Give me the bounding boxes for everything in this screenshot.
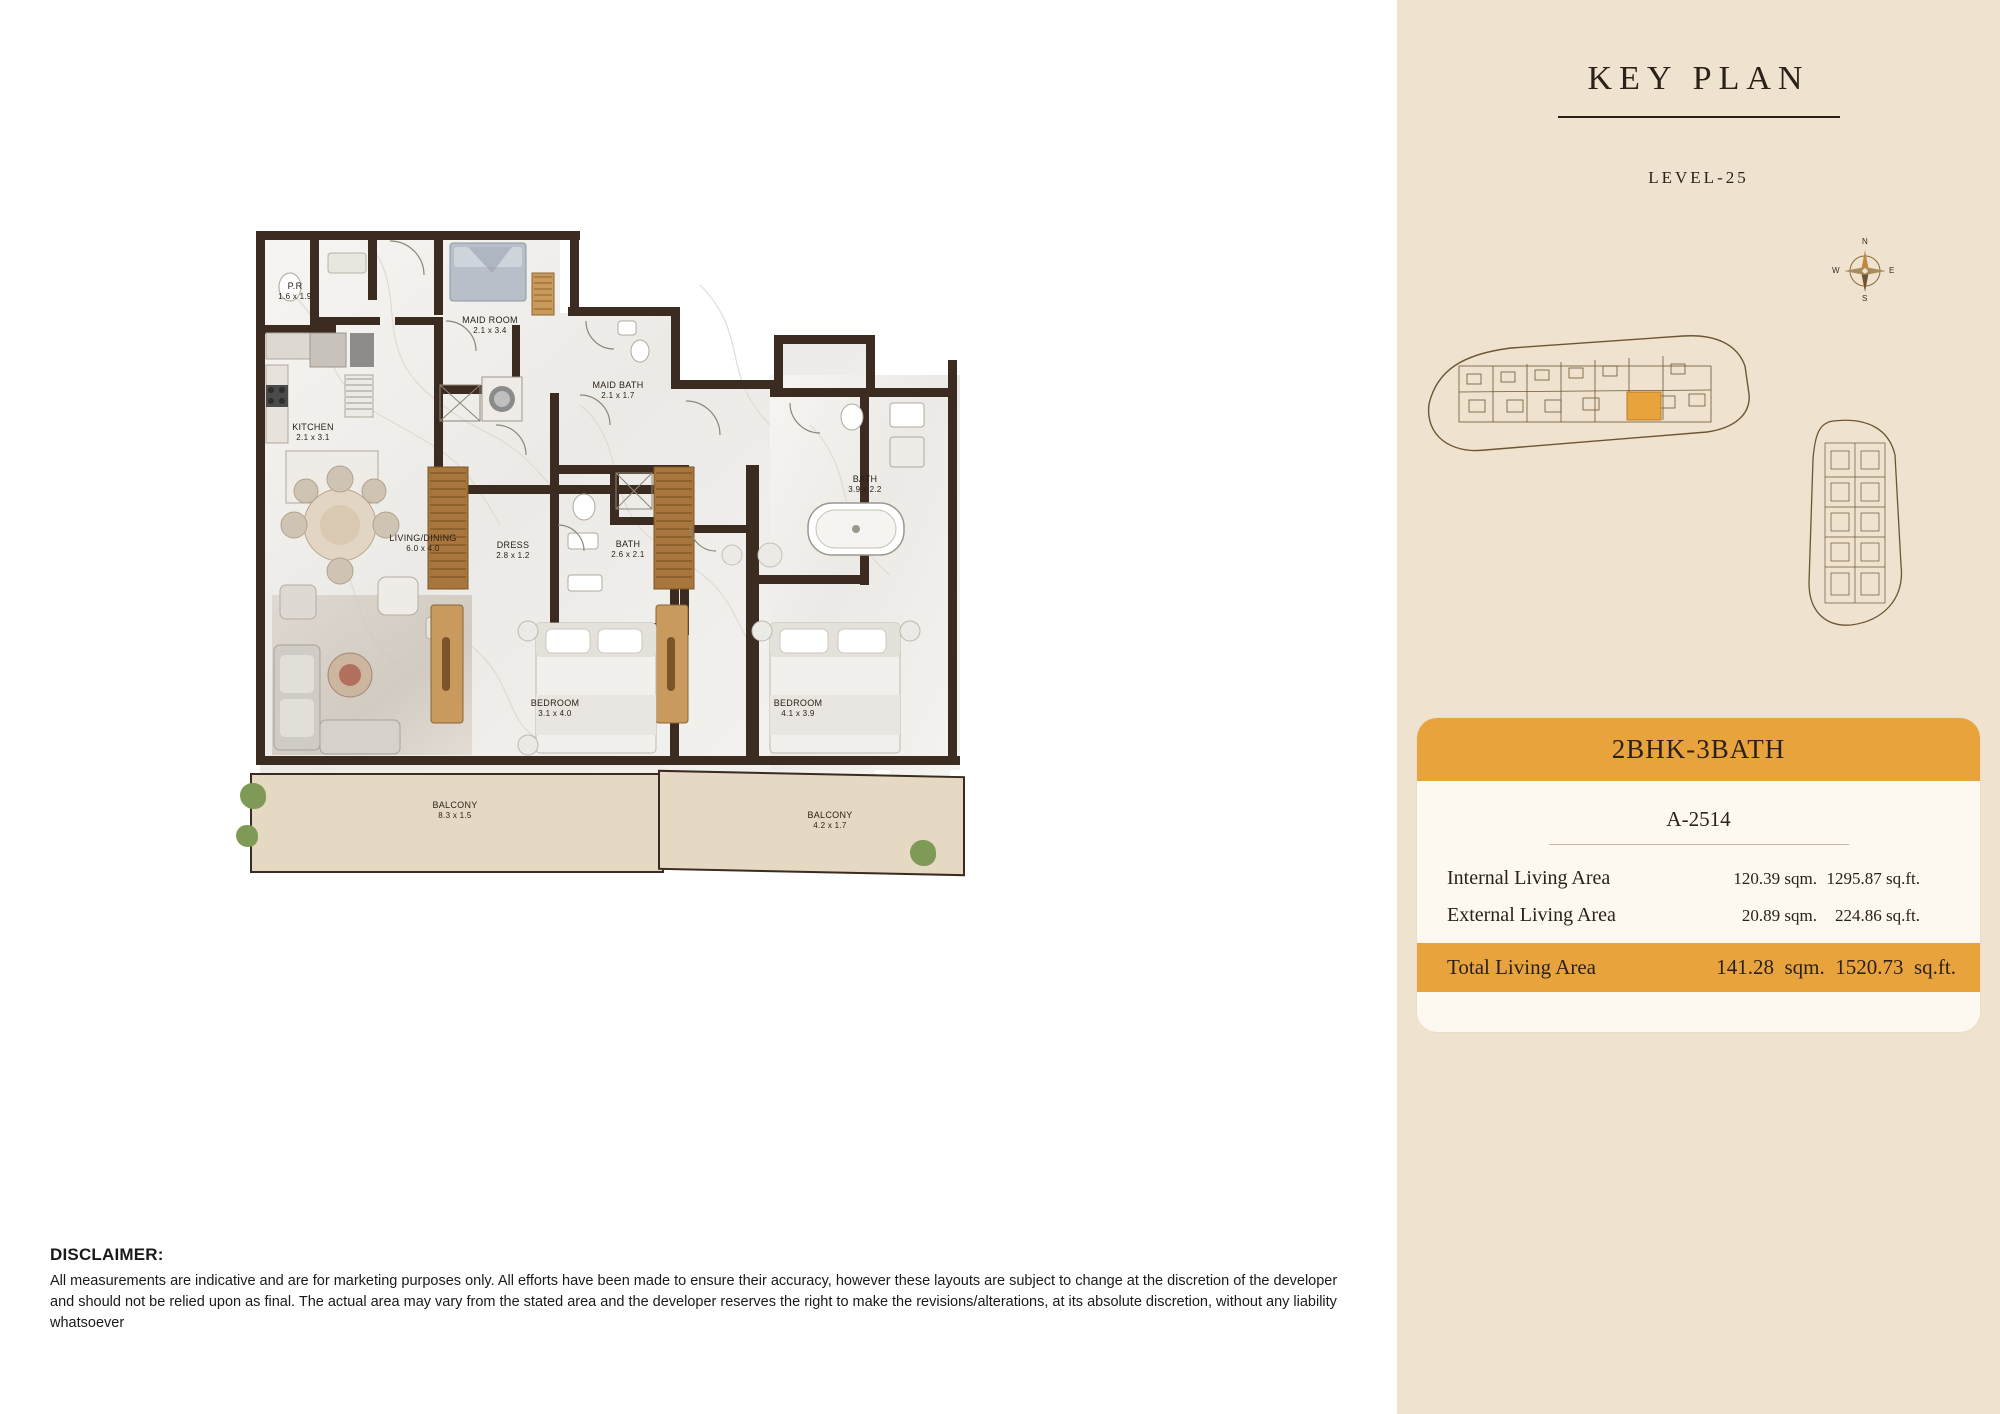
tree-icon — [236, 825, 258, 847]
room-label-bath-1: BATH 3.9 x 2.2 — [848, 474, 882, 495]
room-label-maid-room: MAID ROOM 2.1 x 3.4 — [462, 315, 518, 336]
compass-icon — [1832, 237, 1896, 303]
floor-plan-drawing — [250, 225, 1090, 1055]
room-label-maid-bath: MAID BATH 2.1 x 1.7 — [592, 380, 644, 401]
tree-icon — [240, 783, 266, 809]
internal-area-label: Internal Living Area — [1447, 867, 1611, 889]
room-label-balcony-2: BALCONY 4.2 x 1.7 — [807, 810, 853, 831]
room-label-bedroom-2: BEDROOM 4.1 x 3.9 — [773, 698, 823, 719]
external-area-sqft: 224.86 sq.ft. — [1835, 906, 1920, 925]
compass-east-label: E — [1889, 266, 1895, 275]
card-footer-spacer — [1417, 992, 1980, 1032]
unit-code: A-2514 — [1666, 807, 1731, 831]
disclaimer-title: DISCLAIMER: — [50, 1245, 164, 1264]
right-panel — [1397, 0, 2000, 1414]
compass-north-label: N — [1862, 237, 1868, 246]
room-label-kitchen: KITCHEN 2.1 x 3.1 — [292, 422, 334, 443]
title-underline — [1558, 116, 1840, 118]
room-label-balcony-1: BALCONY 8.3 x 1.5 — [432, 800, 478, 821]
room-label-bath-2: BATH 2.6 x 2.1 — [611, 539, 645, 560]
balcony-1-floor — [250, 773, 664, 873]
external-living-area-row — [1417, 904, 1980, 927]
internal-area-sqft: 1295.87 sq.ft. — [1826, 869, 1920, 888]
key-map-building — [1797, 415, 1917, 630]
room-label-dress: DRESS 2.8 x 1.2 — [496, 540, 530, 561]
disclaimer — [50, 1245, 1360, 1334]
compass-west-label: W — [1832, 266, 1840, 275]
internal-living-area-row — [1417, 867, 1980, 890]
compass-south-label: S — [1862, 294, 1868, 303]
unit-code-divider — [1549, 844, 1849, 845]
key-map-floor — [1415, 330, 1755, 460]
unit-type-header: 2BHK-3BATH — [1417, 718, 1980, 781]
total-area-label: Total Living Area — [1447, 955, 1596, 979]
disclaimer-body: All measurements are indicative and are for marketing purposes only. All efforts have been made to ensure their accuracy, however these layouts are subject to change at the discretion of the developer and should not be relied upon as final. The actual area may vary from the stated area and the developer reserves the right to make the revisions/alterations, at its absolute discretion, without any liability whatsoever — [50, 1273, 1338, 1332]
external-area-sqm: 20.89 sqm. — [1741, 906, 1817, 925]
highlighted-unit — [1627, 392, 1661, 420]
room-label-pr: P.R 1.6 x 1.9 — [278, 281, 312, 302]
internal-area-sqm: 120.39 sqm. — [1733, 869, 1817, 888]
level-label: LEVEL-25 — [1648, 168, 1749, 187]
unit-info-card — [1417, 718, 1980, 1032]
floor-plan-svg — [250, 225, 1090, 1055]
room-label-bedroom-1: BEDROOM 3.1 x 4.0 — [530, 698, 580, 719]
total-area-value: 141.28 sqm. 1520.73 sq.ft. — [1716, 955, 1956, 979]
total-living-area-bar — [1417, 943, 1980, 992]
room-label-living: LIVING/DINING 6.0 x 4.0 — [389, 533, 457, 554]
tree-icon — [910, 840, 936, 866]
page-title: KEY PLAN — [1587, 60, 1810, 97]
external-area-label: External Living Area — [1447, 904, 1616, 926]
